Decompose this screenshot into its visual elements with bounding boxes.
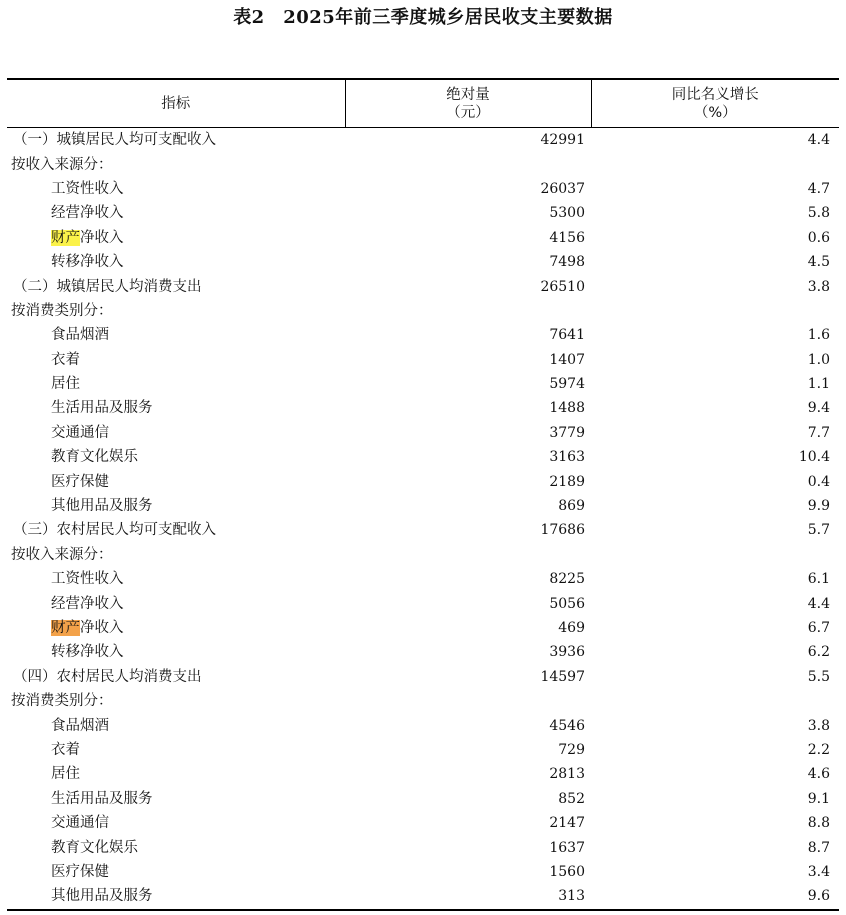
row-absolute-value: 852 xyxy=(558,790,585,807)
row-label-text: 净收入 xyxy=(80,229,124,246)
row-label: 医疗保健 xyxy=(51,863,109,880)
row-absolute-value: 5974 xyxy=(549,376,585,393)
table-row xyxy=(7,591,839,615)
row-label: 其他用品及服务 xyxy=(51,498,153,515)
row-label: 生活用品及服务 xyxy=(51,790,153,807)
row-absolute-value: 729 xyxy=(558,741,585,758)
table-row xyxy=(7,713,839,737)
row-label: 教育文化娱乐 xyxy=(51,449,138,466)
row-label: 衣着 xyxy=(51,351,80,368)
row-absolute-value: 2147 xyxy=(549,815,585,832)
row-absolute-value: 313 xyxy=(345,884,591,909)
table-row xyxy=(7,835,839,859)
row-absolute-value: 14597 xyxy=(540,668,585,685)
row-label: 居住 xyxy=(51,376,80,393)
table-row xyxy=(7,226,839,250)
row-label xyxy=(7,226,345,250)
header-absolute-label: 绝对量 xyxy=(446,86,490,103)
row-absolute-value: 5056 xyxy=(549,595,585,612)
table-row xyxy=(7,128,839,153)
row-label: 交通通信 xyxy=(51,424,109,441)
table-row xyxy=(7,348,839,372)
table-row xyxy=(7,396,839,420)
row-growth-value xyxy=(591,299,839,323)
row-growth-value xyxy=(591,689,839,713)
row-growth-value: 6.2 xyxy=(807,644,830,661)
table-row xyxy=(7,543,839,567)
header-absolute xyxy=(345,79,591,128)
row-label: 按收入来源分： xyxy=(11,546,113,563)
table-row xyxy=(7,567,839,591)
row-growth-value: 7.7 xyxy=(807,424,830,441)
row-absolute-value: 5300 xyxy=(549,205,585,222)
table-row xyxy=(7,689,839,713)
table-row xyxy=(7,860,839,884)
row-label: 按消费类别分： xyxy=(11,693,113,710)
row-label: 转移净收入 xyxy=(51,644,124,661)
header-growth-label: 同比名义增长 xyxy=(671,86,759,103)
table-row xyxy=(7,299,839,323)
row-growth-value: 5.8 xyxy=(807,205,830,222)
row-absolute-value: 3163 xyxy=(549,449,585,466)
table-row xyxy=(7,762,839,786)
row-growth-value: 3.8 xyxy=(807,717,830,734)
row-absolute-value: 1407 xyxy=(549,351,585,368)
row-absolute-value: 8225 xyxy=(549,571,585,588)
row-growth-value: 9.6 xyxy=(591,884,839,909)
row-absolute-value: 7498 xyxy=(549,254,585,271)
row-growth-value: 4.5 xyxy=(807,254,830,271)
row-absolute-value xyxy=(345,299,591,323)
row-growth-value: 6.1 xyxy=(807,571,830,588)
row-label: 转移净收入 xyxy=(51,254,124,271)
row-label: （一）城镇居民人均可支配收入 xyxy=(13,132,216,149)
data-table xyxy=(7,78,839,911)
row-label: 食品烟酒 xyxy=(51,327,109,344)
table-row xyxy=(7,421,839,445)
row-absolute-value: 4546 xyxy=(549,717,585,734)
row-growth-value: 4.7 xyxy=(807,180,830,197)
row-absolute-value xyxy=(345,152,591,176)
table-row xyxy=(7,445,839,469)
row-absolute-value: 7641 xyxy=(549,327,585,344)
row-label: 衣着 xyxy=(51,741,80,758)
table-row xyxy=(7,738,839,762)
header-growth-unit: （%） xyxy=(693,104,737,121)
row-growth-value: 4.4 xyxy=(807,132,830,149)
table-body xyxy=(7,128,839,910)
row-absolute-value: 3936 xyxy=(549,644,585,661)
row-label: 按消费类别分： xyxy=(11,302,113,319)
table-row xyxy=(7,640,839,664)
row-growth-value: 1.1 xyxy=(807,376,830,393)
row-growth-value: 4.4 xyxy=(807,595,830,612)
row-growth-value: 9.1 xyxy=(807,790,830,807)
row-label: 医疗保健 xyxy=(51,473,109,490)
row-label-text: 净收入 xyxy=(80,620,124,636)
row-absolute-value xyxy=(345,543,591,567)
row-label: 居住 xyxy=(51,766,80,783)
row-label: 按收入来源分： xyxy=(11,156,113,173)
row-growth-value: 2.2 xyxy=(807,741,830,758)
row-label: 经营净收入 xyxy=(51,595,124,612)
row-growth-value: 0.4 xyxy=(807,473,830,490)
table-row xyxy=(7,250,839,274)
row-growth-value: 8.8 xyxy=(807,815,830,832)
row-label: 教育文化娱乐 xyxy=(51,839,138,856)
row-label: （二）城镇居民人均消费支出 xyxy=(13,278,202,295)
row-absolute-value: 2813 xyxy=(549,766,585,783)
row-growth-value xyxy=(591,152,839,176)
row-absolute-value: 1560 xyxy=(549,863,585,880)
row-growth-value: 9.4 xyxy=(807,400,830,417)
row-absolute-value: 26510 xyxy=(540,278,585,295)
row-absolute-value: 26037 xyxy=(540,180,585,197)
row-growth-value: 3.4 xyxy=(807,863,830,880)
row-growth-value: 8.7 xyxy=(807,839,830,856)
row-absolute-value: 1637 xyxy=(549,839,585,856)
row-growth-value: 10.4 xyxy=(798,449,830,466)
row-absolute-value: 869 xyxy=(558,498,585,515)
table-row xyxy=(7,787,839,811)
row-absolute-value: 2189 xyxy=(549,473,585,490)
table-row xyxy=(7,616,839,640)
row-growth-value: 1.0 xyxy=(807,351,830,368)
row-absolute-value xyxy=(345,689,591,713)
row-label: 工资性收入 xyxy=(51,571,124,588)
table-row xyxy=(7,201,839,225)
row-growth-value: 4.6 xyxy=(807,766,830,783)
row-label: 经营净收入 xyxy=(51,205,124,222)
table-row xyxy=(7,372,839,396)
row-absolute-value: 3779 xyxy=(549,424,585,441)
table-header-row xyxy=(7,79,839,128)
row-absolute-value: 1488 xyxy=(549,400,585,417)
table-row xyxy=(7,323,839,347)
row-growth-value: 5.5 xyxy=(807,668,830,685)
table-row xyxy=(7,518,839,542)
table-row xyxy=(7,152,839,176)
header-absolute-unit: （元） xyxy=(446,104,490,121)
table-title: 表2 2025年前三季度城乡居民收支主要数据 xyxy=(233,7,613,28)
row-absolute-value: 4156 xyxy=(549,229,585,246)
table-row xyxy=(7,494,839,518)
table-row xyxy=(7,811,839,835)
row-label: 食品烟酒 xyxy=(51,717,109,734)
highlighted-text: 财产 xyxy=(51,229,80,246)
row-growth-value xyxy=(591,543,839,567)
row-label: 工资性收入 xyxy=(51,180,124,197)
highlighted-text: 财产 xyxy=(51,620,80,636)
row-label: （三）农村居民人均可支配收入 xyxy=(13,522,216,539)
table-row xyxy=(7,177,839,201)
header-growth xyxy=(591,79,839,128)
row-growth-value: 9.9 xyxy=(807,498,830,515)
table-row xyxy=(7,274,839,298)
header-indicator: 指标 xyxy=(7,79,345,128)
row-label: 其他用品及服务 xyxy=(7,884,345,909)
row-absolute-value: 469 xyxy=(558,620,585,636)
table-row xyxy=(7,469,839,493)
table-row xyxy=(7,884,839,909)
row-absolute-value: 42991 xyxy=(540,132,585,149)
row-label xyxy=(7,616,345,640)
row-label: 生活用品及服务 xyxy=(51,400,153,417)
row-absolute-value: 17686 xyxy=(540,522,585,539)
row-growth-value: 3.8 xyxy=(807,278,830,295)
table-row xyxy=(7,665,839,689)
row-label: 交通通信 xyxy=(51,815,109,832)
row-growth-value: 0.6 xyxy=(807,229,830,246)
row-growth-value: 5.7 xyxy=(807,522,830,539)
row-label: （四）农村居民人均消费支出 xyxy=(13,668,202,685)
row-growth-value: 1.6 xyxy=(807,327,830,344)
row-growth-value: 6.7 xyxy=(807,620,830,636)
